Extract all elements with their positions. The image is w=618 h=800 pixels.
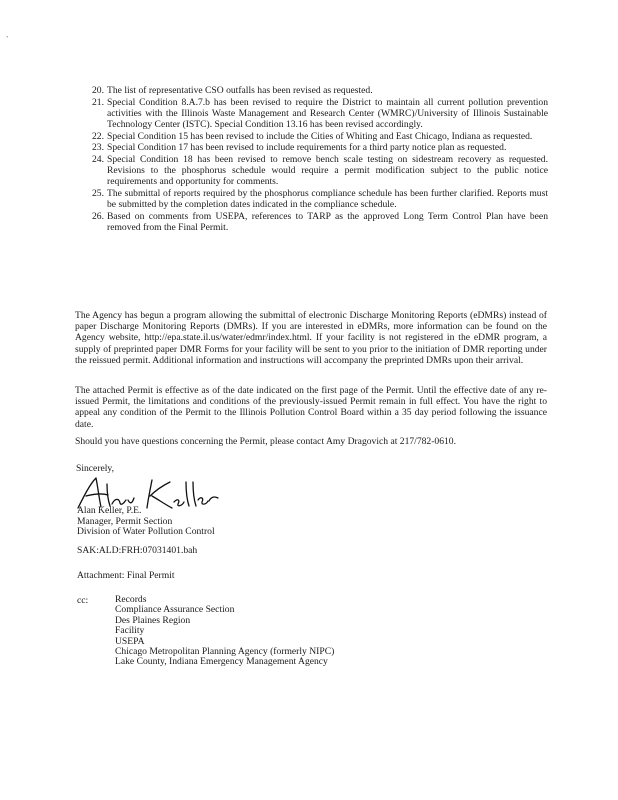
signature-block bbox=[77, 506, 215, 538]
revision-item bbox=[88, 97, 548, 131]
item-number: 24. bbox=[92, 153, 104, 165]
cc-recipient-list bbox=[115, 595, 334, 668]
item-text: Special Condition 8.A.7.b has been revised to require the District to maintain all current pollution prevention activities with the Illinois Waste Management and Research Center (WMRC)/University of Illinois Sustainable Technology Center (ISTC). Special Condition 13.16 has been revised accordingly. bbox=[107, 96, 548, 130]
scan-mark: ` bbox=[6, 35, 9, 44]
cc-recipient: USEPA bbox=[115, 635, 145, 647]
effective-date-paragraph: The attached Permit is effective as of the date indicated on the first page of the Permit. Until the effective date of any re-issued Permit, the limitations and conditions of the previously-issued Permit remain in full effect. You have the right to appeal any condition of the Permit to the Illinois Pollution Control Board within a 35 day period following the issuance date. bbox=[75, 385, 547, 430]
revision-item bbox=[88, 188, 548, 210]
edmr-paragraph: The Agency has begun a program allowing the submittal of electronic Discharge Monitoring Reports (eDMRs) instead of paper Discharge Monitoring Reports (DMRs). If you are interested in eDMRs, more information can be found on the Agency website, http://epa.state.il.us/water/edmr/index.html. If your facility is not registered in the eDMR program, a supply of preprinted paper DMR Forms for your facility will be sent to you prior to the initiation of DMR reporting under the reissued permit. Additional information and instructions will accompany the preprinted DMRs upon their arrival. bbox=[75, 310, 547, 366]
cc-recipient: Facility bbox=[115, 625, 145, 637]
cc-recipient: Chicago Metropolitan Planning Agency (formerly NIPC) bbox=[115, 646, 335, 658]
closing: Sincerely, bbox=[76, 463, 115, 474]
cc-recipient: Lake County, Indiana Emergency Management Agency bbox=[115, 656, 328, 668]
revision-item bbox=[88, 154, 548, 188]
cc-recipient: Compliance Assurance Section bbox=[115, 604, 235, 616]
signer-title: Manager, Permit Section bbox=[77, 515, 173, 527]
contact-paragraph: Should you have questions concerning the Permit, please contact Amy Dragovich at 217/782-0610. bbox=[75, 436, 457, 447]
revision-list bbox=[88, 85, 548, 233]
item-text: The list of representative CSO outfalls has been revised as requested. bbox=[107, 85, 373, 96]
cc-label: cc: bbox=[77, 595, 89, 606]
item-text: Special Condition 15 has been revised to include the Cities of Whiting and East Chicago, Indiana as requested. bbox=[107, 130, 533, 142]
attachment-line: Attachment: Final Permit bbox=[77, 570, 175, 581]
item-number: 22. bbox=[92, 130, 104, 142]
item-text: Special Condition 18 has been revised to remove bench scale testing on sidestream recovery as requested. Revisions to the phosphorus schedule would require a permit modification subject to the public notice requirements and opportunity for comments. bbox=[107, 153, 548, 188]
signer-name: Alan Keller, P.E. bbox=[77, 505, 142, 516]
item-number: 21. bbox=[92, 96, 104, 108]
reference-initials: SAK:ALD:FRH:07031401.bah bbox=[77, 545, 198, 556]
revision-item bbox=[88, 85, 548, 96]
item-number: 25. bbox=[92, 187, 104, 199]
cc-recipient: Records bbox=[115, 594, 147, 605]
revision-item bbox=[88, 131, 548, 142]
item-number: 20. bbox=[92, 85, 104, 96]
item-number: 26. bbox=[92, 210, 104, 222]
revision-item bbox=[88, 211, 548, 233]
item-text: Based on comments from USEPA, references to TARP as the approved Long Term Control Plan have been removed from the Final Permit. bbox=[107, 210, 548, 233]
item-number: 23. bbox=[92, 142, 104, 154]
signer-division: Division of Water Pollution Control bbox=[77, 526, 215, 538]
item-text: The submittal of reports required by the phosphorus compliance schedule has been further clarified. Reports must be submitted by the completion dates indicated in the compliance schedule. bbox=[107, 187, 548, 210]
cc-recipient: Des Plaines Region bbox=[115, 614, 191, 626]
item-text: Special Condition 17 has been revised to include requirements for a third party notice plan as requested. bbox=[107, 142, 507, 154]
revision-item bbox=[88, 142, 548, 153]
